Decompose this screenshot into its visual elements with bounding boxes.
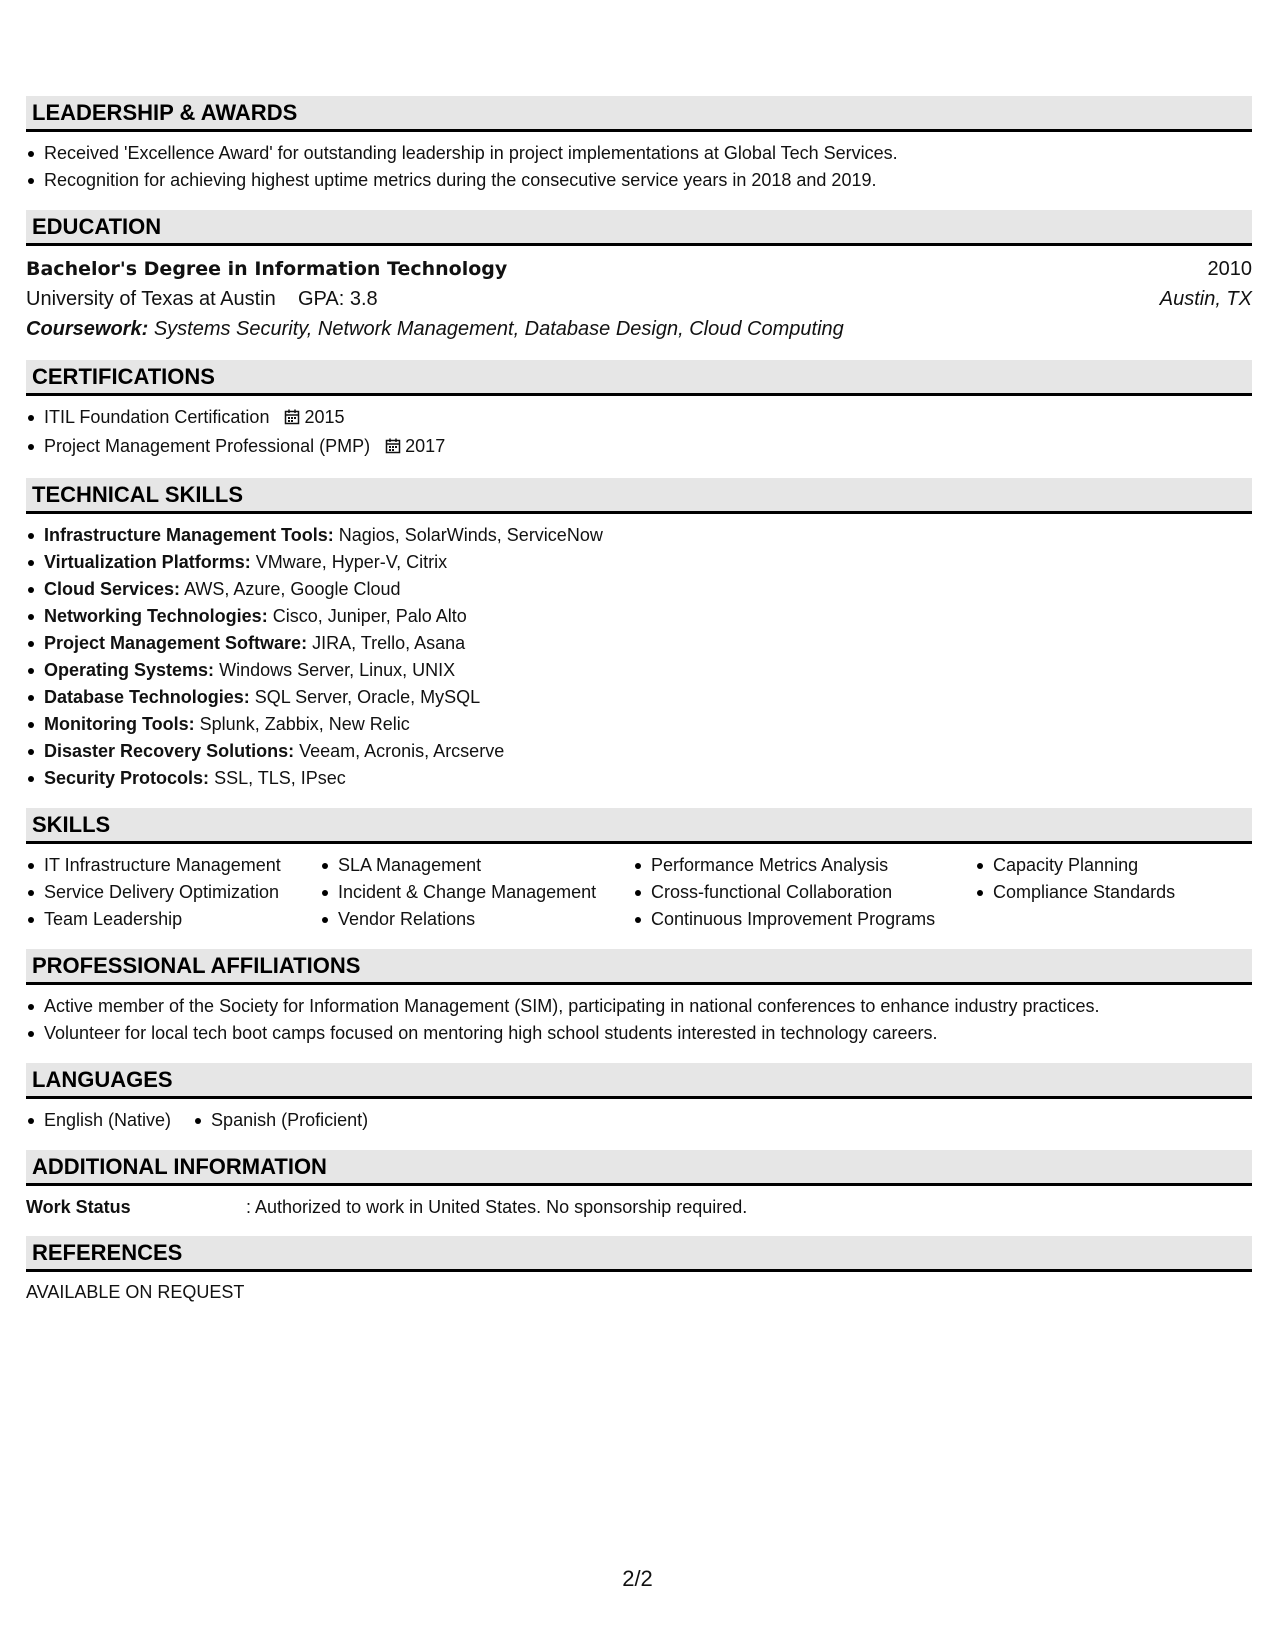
skill-values: Nagios, SolarWinds, ServiceNow: [338, 525, 603, 545]
list-item: Spanish (Proficient): [193, 1107, 368, 1134]
leadership-section: [26, 96, 1252, 194]
list-item: Capacity Planning: [975, 852, 1245, 879]
list-item: [26, 549, 1252, 576]
skill-category: Operating Systems:: [44, 660, 215, 680]
list-item: Volunteer for local tech boot camps focused on mentoring high school students interested in technology careers.: [26, 1020, 1252, 1047]
skill-values: Veeam, Acronis, Arcserve: [299, 741, 505, 761]
list-item: [26, 765, 1252, 792]
section-heading: LANGUAGES: [26, 1063, 1252, 1099]
education-entry: [26, 254, 1252, 344]
skills-column: [633, 852, 975, 933]
education-section: [26, 210, 1252, 344]
skills-column: [975, 852, 1245, 933]
list-item: Incident & Change Management: [320, 879, 633, 906]
skill-values: SSL, TLS, IPsec: [214, 768, 346, 788]
skills-section: [26, 808, 1252, 933]
certifications-section: [26, 360, 1252, 462]
skill-category: Infrastructure Management Tools:: [44, 525, 334, 545]
list-item: Received 'Excellence Award' for outstanding leadership in project implementations at Global Tech Services.: [26, 140, 1252, 167]
skill-category: Monitoring Tools:: [44, 714, 195, 734]
certification-name: ITIL Foundation Certification: [44, 407, 270, 427]
additional-info-section: [26, 1150, 1252, 1220]
school-location: Austin, TX: [1159, 288, 1252, 310]
skill-values: Splunk, Zabbix, New Relic: [199, 714, 410, 734]
section-heading: TECHNICAL SKILLS: [26, 478, 1252, 514]
page-number: 2/2: [622, 1566, 653, 1591]
skill-values: VMware, Hyper-V, Citrix: [255, 552, 448, 572]
languages-section: [26, 1063, 1252, 1134]
skill-category: Networking Technologies:: [44, 606, 268, 626]
certification-name: Project Management Professional (PMP): [44, 436, 371, 456]
leadership-list: [26, 140, 1252, 194]
section-heading: LEADERSHIP & AWARDS: [26, 96, 1252, 132]
graduation-year: 2010: [1207, 258, 1252, 280]
list-item: SLA Management: [320, 852, 633, 879]
affiliations-list: [26, 993, 1252, 1047]
list-item: [26, 404, 1252, 433]
skill-category: Project Management Software:: [44, 633, 308, 653]
skill-values: JIRA, Trello, Asana: [312, 633, 466, 653]
affiliations-section: [26, 949, 1252, 1047]
list-item: [26, 603, 1252, 630]
list-item: Compliance Standards: [975, 879, 1245, 906]
skills-column: [26, 852, 320, 933]
list-item: English (Native): [26, 1107, 171, 1134]
section-heading: EDUCATION: [26, 210, 1252, 246]
skill-category: Cloud Services:: [44, 579, 181, 599]
degree-title: Bachelor's Degree in Information Technology: [26, 258, 508, 280]
school-name: University of Texas at Austin: [26, 288, 276, 310]
work-status-label: Work Status: [26, 1197, 131, 1217]
list-item: IT Infrastructure Management: [26, 852, 320, 879]
work-status-value: : Authorized to work in United States. No sponsorship required.: [246, 1197, 748, 1217]
references-text: AVAILABLE ON REQUEST: [26, 1282, 245, 1302]
list-item: [26, 738, 1252, 765]
list-item: Active member of the Society for Information Management (SIM), participating in national conferences to enhance industry practices.: [26, 993, 1252, 1020]
technical-skills-section: [26, 478, 1252, 792]
certification-year: 2015: [304, 407, 345, 427]
skill-values: Windows Server, Linux, UNIX: [219, 660, 456, 680]
skills-grid: [26, 852, 1252, 933]
list-item: Performance Metrics Analysis: [633, 852, 975, 879]
list-item: [26, 711, 1252, 738]
gpa: GPA: 3.8: [297, 288, 378, 310]
list-item: [26, 684, 1252, 711]
list-item: Recognition for achieving highest uptime metrics during the consecutive service years in 2018 and 2019.: [26, 167, 1252, 194]
coursework-list: Systems Security, Network Management, Database Design, Cloud Computing: [153, 318, 844, 340]
skill-category: Virtualization Platforms:: [44, 552, 251, 572]
section-heading: SKILLS: [26, 808, 1252, 844]
list-item: [26, 522, 1252, 549]
section-heading: CERTIFICATIONS: [26, 360, 1252, 396]
list-item: [26, 433, 1252, 462]
list-item: Team Leadership: [26, 906, 320, 933]
skill-values: SQL Server, Oracle, MySQL: [254, 687, 481, 707]
section-heading: ADDITIONAL INFORMATION: [26, 1150, 1252, 1186]
skill-category: Security Protocols:: [44, 768, 210, 788]
calendar-icon: [284, 406, 300, 433]
list-item: Service Delivery Optimization: [26, 879, 320, 906]
calendar-icon: [385, 435, 401, 462]
list-item: [26, 657, 1252, 684]
languages-list: [26, 1107, 1252, 1134]
list-item: Vendor Relations: [320, 906, 633, 933]
list-item: Cross-functional Collaboration: [633, 879, 975, 906]
technical-skills-list: [26, 522, 1252, 792]
work-status-row: [26, 1194, 1252, 1220]
coursework-label: Coursework:: [26, 318, 149, 340]
list-item: [26, 576, 1252, 603]
certifications-list: [26, 404, 1252, 462]
certification-year: 2017: [405, 436, 446, 456]
skills-column: [320, 852, 633, 933]
section-heading: PROFESSIONAL AFFILIATIONS: [26, 949, 1252, 985]
list-item: Continuous Improvement Programs: [633, 906, 975, 933]
skill-category: Database Technologies:: [44, 687, 250, 707]
skill-values: AWS, Azure, Google Cloud: [184, 579, 401, 599]
resume-page: [26, 96, 1252, 1319]
references-section: [26, 1236, 1252, 1303]
skill-values: Cisco, Juniper, Palo Alto: [272, 606, 467, 626]
list-item: [26, 630, 1252, 657]
skill-category: Disaster Recovery Solutions:: [44, 741, 295, 761]
section-heading: REFERENCES: [26, 1236, 1252, 1272]
